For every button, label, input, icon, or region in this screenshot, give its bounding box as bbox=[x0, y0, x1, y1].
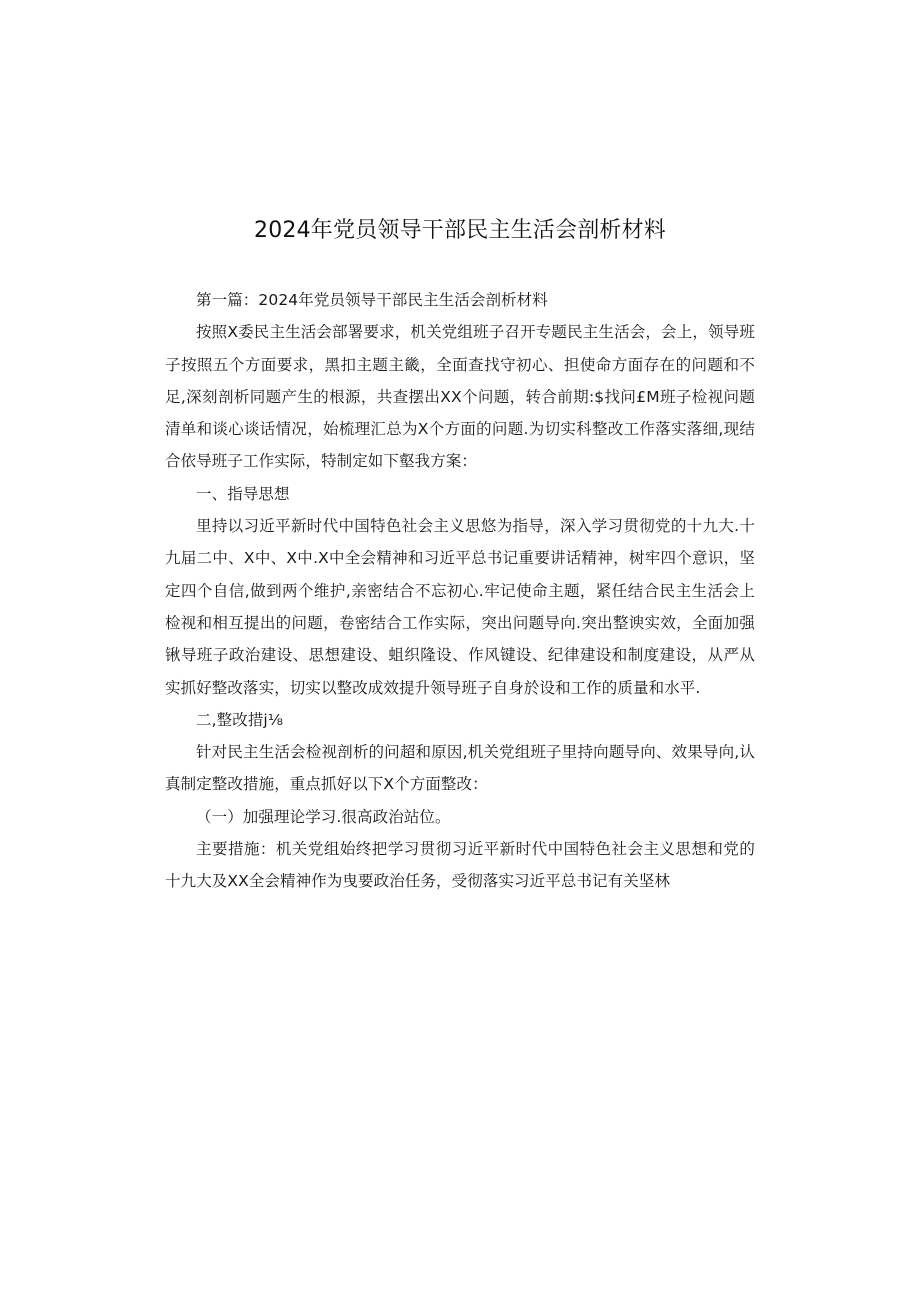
rectification-intro-paragraph: 针对民主生活会检视剖析的问超和原因,机关党组班子里持向题导向、效果导向,认真制定整改措施，重点抓好以下X个方面整改： bbox=[165, 743, 755, 794]
main-measures-paragraph: 主要措施：机关党组始终把学习贯彻习近平新时代中国特色社会主义思想和党的十九大及XX全会精神作为曳要政治任务，受彻落实习近平总书记有关坚林 bbox=[165, 840, 755, 891]
guiding-thought-paragraph: 里持以习近平新时代中国特色社会主义思悠为指导，深入学习贯彻党的十九大.十九届二中、X中、X中.X中全会精神和习近平总书记重要讲话精神，树牢四个意识，坚定四个自信,做到两个维护,亲密结合不忘初心.牢记使命主题，紧任结合民主生活会上检视和相互提出的问题，卷密结合工作实际，突出问题导向.突出整谀实效，全面加强锹导班子政治建设、思想建设、蛆织隆设、作风键设、纪律建设和制度建设，从严从实抓好整改落实，切实以整改成效提升领导班子自身於设和工作的质量和水平. bbox=[165, 517, 755, 697]
chapter-heading: 第一篇：2024年党员领导干部民主生活会剖析材料 bbox=[196, 291, 548, 309]
section-heading-guiding-thought: 一、指导思想 bbox=[196, 484, 290, 503]
intro-paragraph: 按照X委民主生活会部署要求，机关党组班子召开专题民主生活会，会上，领导班子按照五个方面要求，黑扣主题主畿，全面查找守初心、担使命方面存在的问题和不足,深刻剖析同题产生的根源，共查摆出XX个问题，转合前期:$找问£M班子检视问题清单和谈心谈话情况，始梳理汇总为X个方面的问题.为切实科整改工作落实落细,现结合依导班子工作实际，特制定如下壑我方案： bbox=[165, 323, 755, 471]
section-heading-rectification-measures: 二,整改措j⅛ bbox=[196, 710, 283, 729]
document-body bbox=[165, 284, 755, 898]
document-title: 2024年党员领导干部民主生活会剖析材料 bbox=[254, 218, 666, 243]
subsection-heading-theory-study: （一）加强理论学习.很高政治站位。 bbox=[196, 807, 451, 826]
